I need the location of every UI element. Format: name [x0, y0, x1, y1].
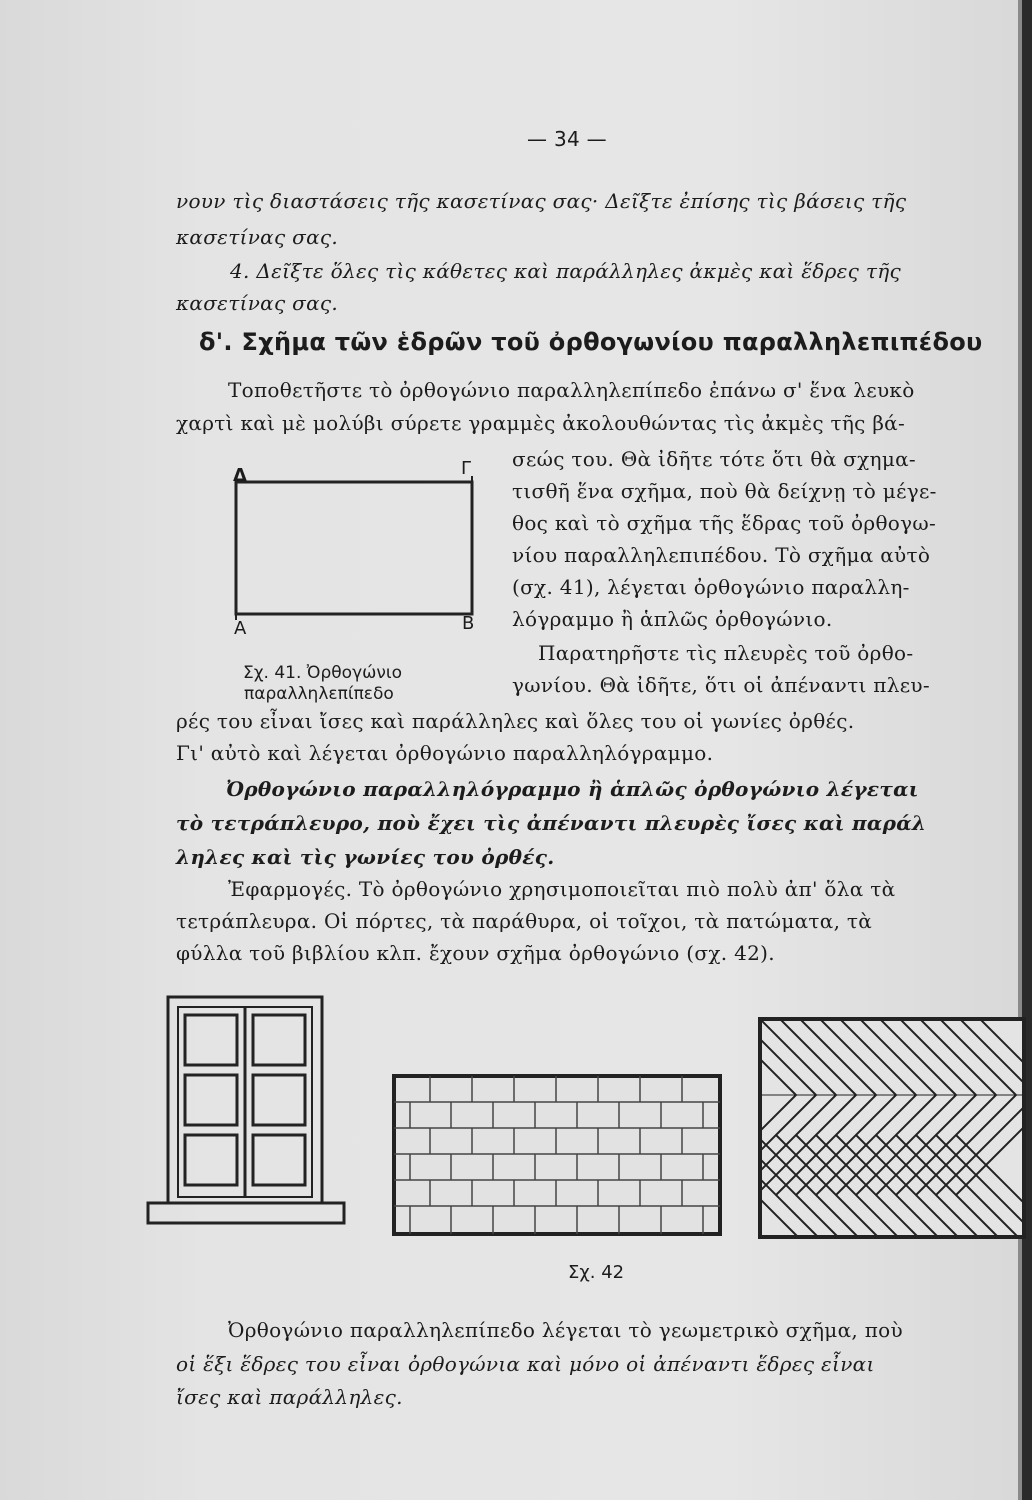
- definition-rect-line-1: Ὀρθογώνιο παραλληλόγραμμο ἢ ἁπλῶς ὀρθογώνιο λέγεται: [226, 777, 919, 801]
- binding-shadow: [1022, 0, 1032, 1500]
- section-heading: δ'. Σχῆμα τῶν ἑδρῶν τοῦ ὀρθογωνίου παραλληλεπιπέδου: [199, 328, 983, 356]
- body-line-1: Τοποθετῆστε τὸ ὀρθογώνιο παραλληλεπίπεδο ἐπάνω σ' ἕνα λευκὸ: [228, 378, 915, 402]
- definition-line-3: ἴσες καὶ παράλληλες.: [176, 1385, 403, 1409]
- intro-line-1: νουν τὶς διαστάσεις τῆς κασετίνας σας· Δεῖξτε ἐπίσης τὶς βάσεις τῆς: [176, 189, 907, 213]
- definition-line-2: οἱ ἕξι ἕδρες του εἶναι ὀρθογώνια καὶ μόνο οἱ ἀπέναντι ἕδρες εἶναι: [176, 1352, 875, 1376]
- applications-line-1: Ἐφαρμογές. Τὸ ὀρθογώνιο χρησιμοποιεῖται πιὸ πολὺ ἀπ' ὅλα τὰ: [228, 877, 896, 901]
- figure-41-label-alpha: Α: [234, 618, 247, 639]
- body-line-3: σεώς του. Θὰ ἰδῆτε τότε ὅτι θὰ σχημα-: [512, 447, 916, 471]
- body-line-5: θος καὶ τὸ σχῆμα τῆς ἕδρας τοῦ ὀρθογω-: [512, 511, 937, 535]
- definition-line-1: Ὀρθογώνιο παραλληλεπίπεδο λέγεται τὸ γεωμετρικὸ σχῆμα, ποὺ: [228, 1318, 903, 1342]
- figure-41-label-delta: Δ: [233, 465, 248, 486]
- intro-line-3: 4. Δεῖξτε ὅλες τὶς κάθετες καὶ παράλληλες ἀκμὲς καὶ ἕδρες τῆς: [230, 259, 901, 283]
- intro-line-4: κασετίνας σας.: [176, 291, 339, 315]
- intro-line-2: κασετίνας σας.: [176, 225, 339, 249]
- body-line-7: (σχ. 41), λέγεται ὀρθογώνιο παραλλη-: [512, 575, 910, 599]
- definition-rect-line-2: τὸ τετράπλευρο, ποὺ ἔχει τὶς ἀπέναντι πλευρὲς ἴσες καὶ παράλ: [176, 811, 927, 835]
- definition-rect-line-3: ληλες καὶ τὶς γωνίες του ὀρθές.: [176, 845, 555, 869]
- figure-42-brick-wall: [390, 1072, 726, 1240]
- body-line-12: Γι' αὐτὸ καὶ λέγεται ὀρθογώνιο παραλληλόγραμμο.: [176, 741, 714, 765]
- figure-42-window: [140, 995, 360, 1235]
- figure-42-caption: Σχ. 42: [568, 1262, 625, 1283]
- body-line-2: χαρτὶ καὶ μὲ μολύβι σύρετε γραμμὲς ἀκολουθώντας τὶς ἀκμὲς τῆς βά-: [176, 411, 906, 435]
- applications-line-2: τετράπλευρα. Οἱ πόρτες, τὰ παράθυρα, οἱ τοῖχοι, τὰ πατώματα, τὰ: [176, 909, 873, 933]
- figure-41-caption-line-2: παραλληλεπίπεδο: [244, 684, 394, 704]
- figure-41-caption-line-1: Σχ. 41. Ὀρθογώνιο: [243, 663, 403, 683]
- body-line-4: τισθῆ ἕνα σχῆμα, ποὺ θὰ δείχνῃ τὸ μέγε-: [512, 479, 937, 503]
- body-line-8: λόγραμμο ἢ ἁπλῶς ὀρθογώνιο.: [512, 607, 833, 631]
- body-line-11: ρές του εἶναι ἴσες καὶ παράλληλες καὶ ὅλες του οἱ γωνίες ὀρθές.: [176, 709, 855, 733]
- body-line-10: γωνίου. Θὰ ἰδῆτε, ὅτι οἱ ἀπέναντι πλευ-: [512, 673, 930, 697]
- figure-41-rectangle: [228, 460, 498, 640]
- figure-41-label-gamma: Γ: [461, 458, 472, 479]
- page-number: — 34 —: [527, 127, 607, 151]
- body-line-6: νίου παραλληλεπιπέδου. Τὸ σχῆμα αὐτὸ: [512, 543, 931, 567]
- body-line-9: Παρατηρῆστε τὶς πλευρὲς τοῦ ὀρθο-: [538, 641, 914, 665]
- figure-42-parquet-floor: [756, 1015, 1028, 1243]
- figure-41-label-beta: Β: [462, 613, 475, 634]
- applications-line-3: φύλλα τοῦ βιβλίου κλπ. ἔχουν σχῆμα ὀρθογώνιο (σχ. 42).: [176, 941, 775, 965]
